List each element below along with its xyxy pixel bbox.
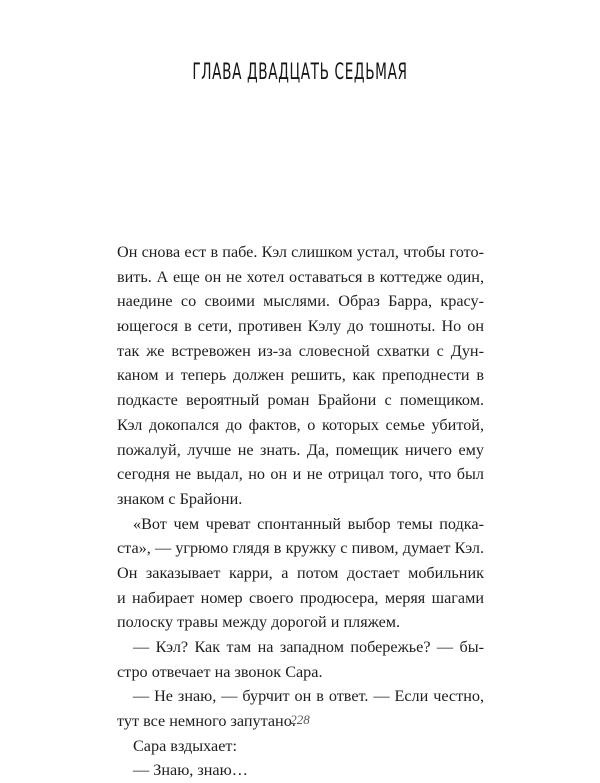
text-line: каном и теперь должен решить, как преподнести в <box>117 366 484 385</box>
text-line: — Кэл? Как там на западном побережье? — бы- <box>133 638 484 656</box>
text-line: Сара вздыхает: <box>133 736 237 755</box>
text-line: «Вот чем чреват спонтанный выбор темы подка- <box>133 514 484 533</box>
text-line: Кэл докопался до фактов, о которых семье убитой, <box>117 415 484 434</box>
text-line: знаком с Брайони. <box>117 489 243 508</box>
text-line: тут все немного запутано. <box>117 712 296 731</box>
text-line: Он заказывает карри, а потом достает мобильник <box>117 563 484 582</box>
text-line: сегодня не выдал, но он и не отрицал того, что был <box>117 465 484 484</box>
text-line: стро отвечает на звонок Сара. <box>117 662 323 681</box>
page-number: 228 <box>290 712 310 727</box>
text-line: ста», — угрюмо глядя в кружку с пивом, думает Кэл. <box>117 539 484 558</box>
chapter-title: ГЛАВА ДВАДЦАТЬ СЕДЬМАЯ <box>192 60 408 85</box>
text-line: полоску травы между дорогой и пляжем. <box>117 613 401 632</box>
text-line: — Знаю, знаю… <box>133 761 248 780</box>
text-line: и набирает номер своего продюсера, меряя шагами <box>117 588 484 607</box>
text-line: пожалуй, лучше не знать. Да, помещик ничего ему <box>117 440 484 459</box>
text-line: Он снова ест в пабе. Кэл слишком устал, чтобы гото- <box>117 243 484 261</box>
text-line: подкасте вероятный роман Брайони с помещиком. <box>117 391 484 410</box>
text-line: вить. А еще он не хотел оставаться в коттедже один, <box>117 267 484 286</box>
text-line: — Не знаю, — бурчит он в ответ. — Если честно, <box>133 687 484 706</box>
body-text <box>117 240 484 783</box>
text-line: ющегося в сети, противен Кэлу до тошноты. Но он <box>117 317 484 336</box>
text-line: наедине со своими мыслями. Образ Барра, красу- <box>117 292 484 311</box>
text-line: так же встревожен из-за словесной схватки с Дун- <box>117 341 484 360</box>
